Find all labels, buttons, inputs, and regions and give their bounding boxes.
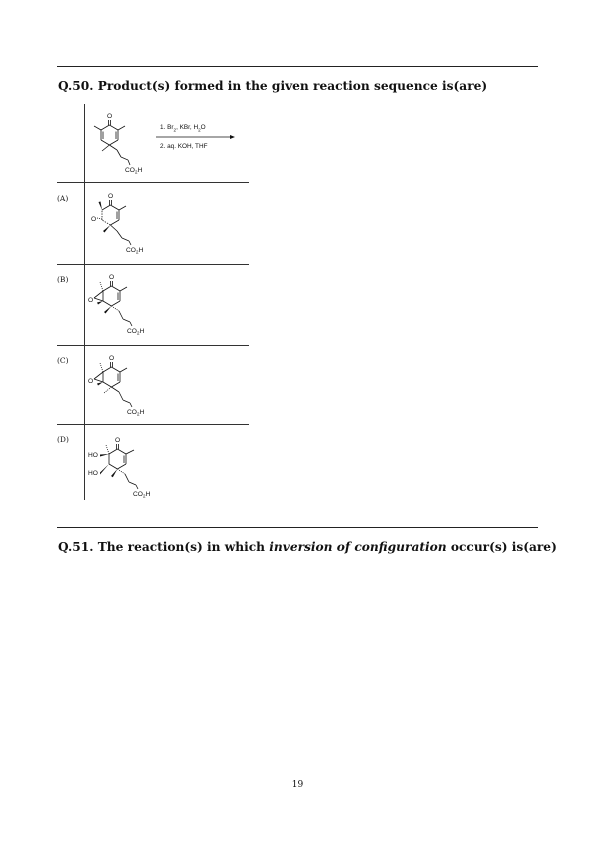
svg-text:O: O xyxy=(109,355,115,362)
svg-text:CO2H: $CO_2H$ xyxy=(127,328,145,337)
reagent-step-2: 2. aq. KOH, THF xyxy=(160,143,208,150)
svg-text:O: O xyxy=(107,113,113,120)
top-rule xyxy=(57,66,538,67)
question-51-text-before: The reaction(s) in which xyxy=(97,540,266,554)
svg-text:CO2H: $CO_2H$ xyxy=(127,409,145,418)
question-50-number: Q.50. xyxy=(58,79,94,93)
table-row-divider-b xyxy=(57,264,249,265)
svg-text:O: O xyxy=(88,378,94,385)
page-number: 19 xyxy=(291,780,304,790)
svg-text:HO: HO xyxy=(88,470,98,477)
option-d-structure xyxy=(88,430,168,500)
question-50-text: Product(s) formed in the given reaction sequence is(are) xyxy=(97,79,488,93)
mid-rule xyxy=(57,527,538,528)
question-51-number: Q.51. xyxy=(58,540,94,554)
option-a-label: (A) xyxy=(57,194,69,203)
question-51-title xyxy=(58,540,557,554)
option-a-structure xyxy=(88,188,158,256)
question-51-emphasis: inversion of configuration xyxy=(269,540,447,554)
table-row-divider-a xyxy=(57,182,249,183)
svg-text:O: O xyxy=(115,437,121,444)
option-b-label: (B) xyxy=(57,275,69,284)
option-c-label: (C) xyxy=(57,356,69,365)
option-c-structure xyxy=(88,351,158,419)
svg-text:O: O xyxy=(108,193,114,200)
svg-text:O: O xyxy=(109,274,115,281)
reagent-step-1: 1. $Br_2$, KBr, $H_2O$ xyxy=(160,124,206,133)
option-b-structure xyxy=(88,270,158,338)
svg-text:CO2H: $CO_2H$ xyxy=(126,247,144,256)
svg-text:O: O xyxy=(88,297,94,304)
question-51-text-after: occur(s) is(are) xyxy=(450,540,557,554)
table-row-divider-d xyxy=(57,424,249,425)
svg-text:CO2H: $CO_2H$ xyxy=(125,167,143,176)
option-d-label: (D) xyxy=(57,435,69,444)
starting-material-structure xyxy=(88,110,158,176)
reaction-arrow xyxy=(156,133,236,141)
svg-text:CO2H: $CO_2H$ xyxy=(133,491,151,500)
table-row-divider-c xyxy=(57,345,249,346)
table-vertical-rule xyxy=(84,104,85,500)
question-50-title xyxy=(58,79,487,93)
svg-text:O: O xyxy=(91,216,97,223)
svg-text:HO: HO xyxy=(88,452,98,459)
